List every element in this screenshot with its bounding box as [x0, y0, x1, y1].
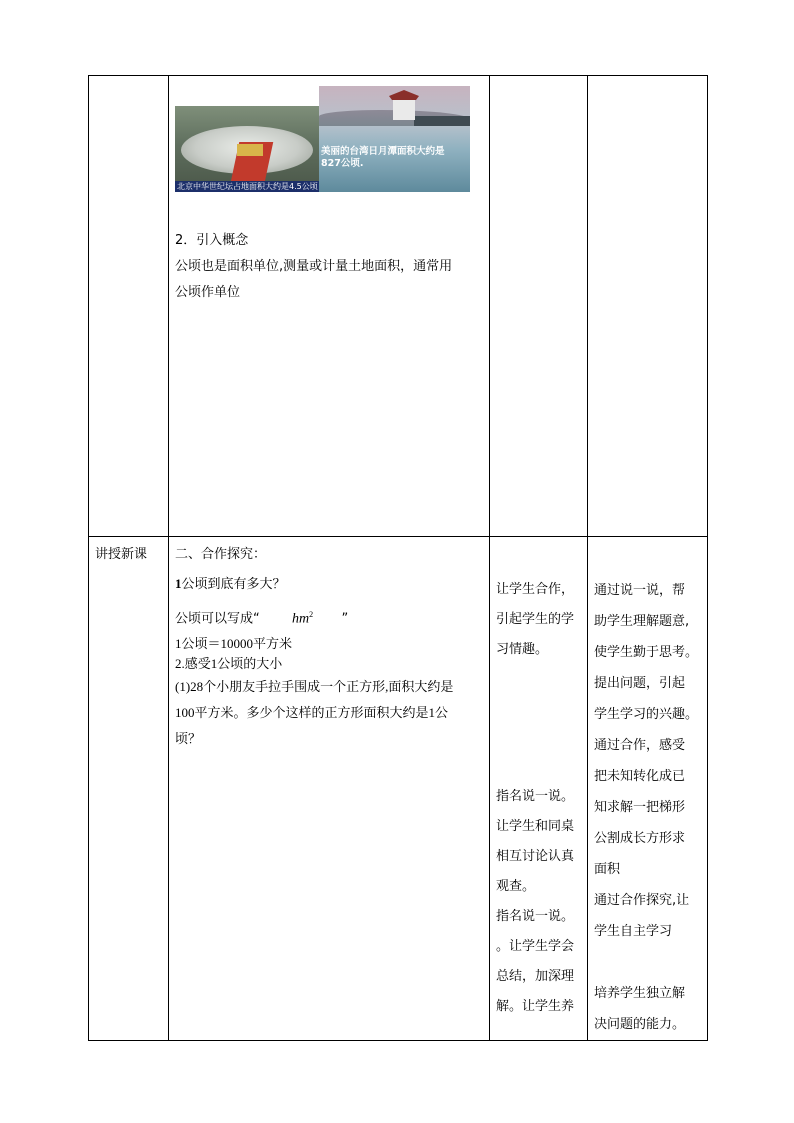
text-line: 指名说一说。 [496, 789, 575, 804]
text-line: 把未知转化成已 [594, 769, 686, 784]
text-line: 通过合作探究,让 [594, 893, 690, 908]
text-line: 让学生和同桌 [496, 819, 575, 834]
stage-label: 讲授新课 [95, 547, 148, 562]
student-activity-cell [490, 537, 588, 1041]
unit-notation: 公顷可以写成“ $hm^2$ ” [175, 610, 349, 627]
text-line: 公割成长方形求 [594, 831, 686, 846]
content-cell [169, 76, 490, 537]
photo-caption: 北京中华世纪坛占地面积大约是4.5公顷 [175, 181, 319, 192]
text-line: 解。让学生养 [496, 999, 575, 1014]
concept-text: 公顷也是面积单位,测量或计量土地面积，通常用 [175, 259, 453, 274]
design-purpose-list [594, 575, 701, 947]
student-activity-list [496, 575, 581, 665]
text-line: 总结，加深理 [496, 969, 575, 984]
problem-text: (1)28个小朋友手拉手围成一个正方形,面积大约是 100平方米。多少个这样的正方形面积大约是1公 顷？ [175, 679, 454, 747]
text-line: 使学生勤于思考。 [594, 645, 699, 660]
stage-cell [89, 537, 169, 1041]
concept-heading: 2．引入概念 [175, 233, 249, 248]
text-line: 通过说一说，帮 [594, 583, 686, 598]
lesson-plan-table [88, 75, 708, 1041]
equation: 1公顷＝10000平方米 [175, 636, 293, 652]
table-row [89, 537, 708, 1041]
concept-text: 公顷作单位 [175, 285, 241, 300]
photo-caption: 美丽的台湾日月潭面积大约是 827公顷. [321, 146, 445, 169]
sun-moon-lake-photo [319, 86, 470, 192]
text-line: 引起学生的学 [496, 612, 575, 627]
text-line: 学生学习的兴趣。 [594, 707, 699, 722]
text-line: 助学生理解题意, [594, 614, 690, 629]
text-line: 相互讨论认真 [496, 849, 575, 864]
table-row [89, 76, 708, 537]
century-altar-photo [175, 106, 319, 192]
content-cell [169, 537, 490, 1041]
question: 1公顷到底有多大？ [175, 576, 286, 592]
text-line: 观查。 [496, 879, 536, 894]
text-line: 让学生合作， [496, 582, 575, 597]
text-line: 决问题的能力。 [594, 1017, 686, 1032]
student-activity-list [496, 782, 581, 1022]
text-line: 习情趣。 [496, 642, 549, 657]
text-line: 培养学生独立解 [594, 986, 686, 1001]
section-heading: 二、合作探究： [175, 547, 267, 562]
text-line: 学生自主学习 [594, 924, 673, 939]
text-line: 通过合作，感受 [594, 738, 686, 753]
stage-cell [89, 76, 169, 537]
text-line: 面积 [594, 862, 621, 877]
design-purpose-cell [588, 537, 708, 1041]
feel-heading: 2.感受1公顷的大小 [175, 656, 283, 672]
text-line: 指名说一说。 [496, 909, 575, 924]
text-line: 。让学生学会 [496, 939, 575, 954]
design-purpose-cell [588, 76, 708, 537]
text-line: 知求解一把梯形 [594, 800, 686, 815]
text-line: 提出问题，引起 [594, 676, 686, 691]
design-purpose-list [594, 978, 701, 1040]
student-activity-cell [490, 76, 588, 537]
